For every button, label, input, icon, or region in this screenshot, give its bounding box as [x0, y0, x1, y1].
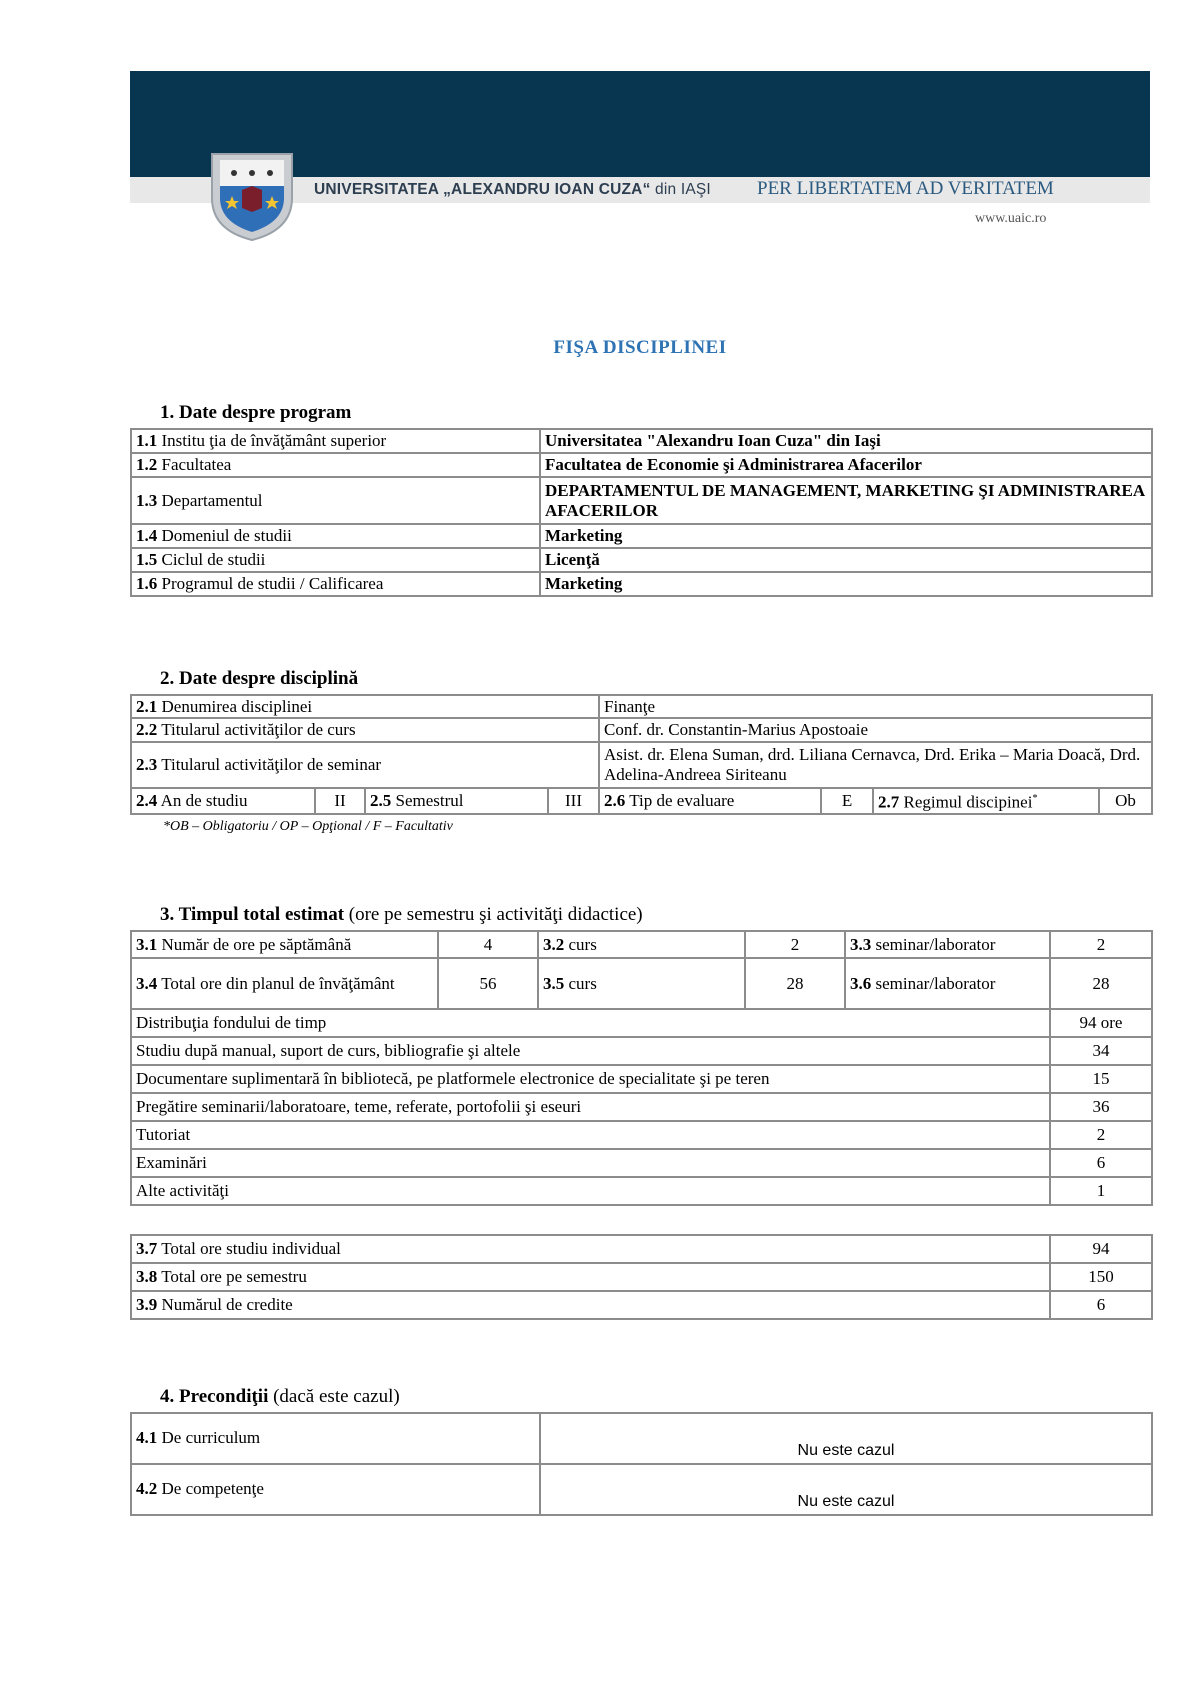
- seminar-value: 28: [1050, 958, 1152, 1009]
- year-label: [131, 788, 315, 814]
- row-label-text: seminar/laborator: [875, 973, 996, 993]
- table-row: [131, 1177, 1152, 1205]
- row-value: DEPARTAMENTUL DE MANAGEMENT, MARKETING ŞI ADMINISTRAREA AFACERILOR: [540, 477, 1152, 524]
- table-row: [131, 1009, 1152, 1037]
- table-row: [131, 429, 1152, 453]
- section-1-heading-text: 1. Date despre program: [160, 402, 352, 423]
- row-value: Nu este cazul: [540, 1464, 1152, 1515]
- row-number: 1.4: [136, 526, 158, 545]
- row-label-text: An de studiu: [160, 790, 248, 810]
- row-label: [131, 429, 540, 453]
- distribution-label: Studiu după manual, suport de curs, bibliografie şi altele: [131, 1037, 1050, 1065]
- section-3-heading-text: 3. Timpul total estimat: [160, 904, 345, 925]
- row-label-text: Titularul activităţilor de seminar: [161, 755, 382, 774]
- row-label-text: Tip de evaluare: [629, 790, 735, 810]
- distribution-value: 94 ore: [1050, 1009, 1152, 1037]
- motto: PER LIBERTATEM AD VERITATEM: [757, 178, 1054, 199]
- university-name: [314, 181, 711, 199]
- year-value: II: [315, 788, 365, 814]
- row-number: 3.7: [136, 1239, 158, 1258]
- regime-value: Ob: [1099, 788, 1152, 814]
- row-number: 4.2: [136, 1479, 158, 1498]
- row-value: Asist. dr. Elena Suman, drd. Liliana Cernavca, Drd. Erika – Maria Doacă, Drd. Adelina-Andreea Siriteanu: [599, 742, 1152, 788]
- table-row: [131, 788, 1152, 814]
- table-row: [131, 1413, 1152, 1464]
- row-number: 2.3: [136, 755, 158, 774]
- row-value: Nu este cazul: [540, 1413, 1152, 1464]
- row-value: Licenţă: [540, 548, 1152, 572]
- table-row: [131, 718, 1152, 742]
- table-row: [131, 524, 1152, 548]
- row-label: [131, 1263, 1050, 1291]
- website-link[interactable]: www.uaic.ro: [975, 211, 1047, 226]
- table-row: [131, 1037, 1152, 1065]
- table-row: [131, 1263, 1152, 1291]
- total-plan-value: 56: [438, 958, 538, 1009]
- semester-label: [365, 788, 548, 814]
- row-label-text: Regimul discipinei: [903, 792, 1033, 812]
- row-label: [131, 718, 599, 742]
- row-label-text: curs: [568, 934, 597, 954]
- row-label: [131, 572, 540, 596]
- section-2-heading: [160, 668, 358, 690]
- row-label-text: curs: [568, 973, 597, 993]
- row-label-text: Numărul de credite: [161, 1295, 293, 1314]
- distribution-value: 36: [1050, 1093, 1152, 1121]
- distribution-value: 15: [1050, 1065, 1152, 1093]
- table-row: [131, 1464, 1152, 1515]
- footnote-mark: *: [1032, 793, 1038, 804]
- regime-label: [873, 788, 1099, 814]
- row-label-text: De curriculum: [161, 1428, 261, 1447]
- row-number: 1.3: [136, 490, 158, 510]
- row-label-text: Departamentul: [161, 490, 263, 510]
- row-number: 3.4: [136, 973, 158, 993]
- row-value: Marketing: [540, 524, 1152, 548]
- table-row: [131, 1149, 1152, 1177]
- table-row: [131, 1235, 1152, 1263]
- table-row: [131, 931, 1152, 958]
- row-value: Conf. dr. Constantin-Marius Apostoaie: [599, 718, 1152, 742]
- table-row: [131, 695, 1152, 718]
- distribution-label: Examinări: [131, 1149, 1050, 1177]
- row-label-text: Facultatea: [161, 455, 232, 474]
- row-number: 3.1: [136, 934, 158, 954]
- seminar-label: [845, 958, 1050, 1009]
- table-row: [131, 958, 1152, 1009]
- distribution-value: 2: [1050, 1121, 1152, 1149]
- row-value: 150: [1050, 1263, 1152, 1291]
- seminar-label: [845, 931, 1050, 958]
- evaluation-value: E: [821, 788, 873, 814]
- distribution-value: 1: [1050, 1177, 1152, 1205]
- table-row: [131, 742, 1152, 788]
- row-value: Finanţe: [599, 695, 1152, 718]
- evaluation-label: [599, 788, 821, 814]
- row-number: 1.6: [136, 574, 158, 593]
- row-number: 2.4: [136, 790, 158, 810]
- distribution-label: Distribuţia fondului de timp: [131, 1009, 1050, 1037]
- course-value: 28: [745, 958, 845, 1009]
- row-label: [131, 1291, 1050, 1319]
- row-label-text: Număr de ore pe săptămână: [161, 934, 352, 954]
- row-label-text: De competenţe: [161, 1479, 264, 1498]
- row-label-text: Total ore din planul de învăţământ: [161, 973, 395, 993]
- row-number: 1.1: [136, 431, 158, 450]
- university-name-text: UNIVERSITATEA „ALEXANDRU IOAN CUZA“: [314, 181, 651, 198]
- row-label-text: Denumirea disciplinei: [161, 696, 313, 716]
- page-title: FIŞA DISCIPLINEI: [553, 337, 727, 358]
- program-table: [130, 428, 1153, 597]
- row-label-text: Semestrul: [395, 790, 464, 810]
- hours-week-label: [131, 931, 438, 958]
- row-value: Facultatea de Economie şi Administrarea Afacerilor: [540, 453, 1152, 477]
- row-number: 1.5: [136, 550, 158, 569]
- row-label: [131, 695, 599, 718]
- row-label-text: Ciclul de studii: [161, 550, 266, 569]
- totals-table: [130, 1234, 1153, 1320]
- row-label-text: Titularul activităţilor de curs: [161, 720, 356, 739]
- preconditions-table: [130, 1412, 1153, 1516]
- row-number: 3.5: [543, 973, 565, 993]
- total-plan-label: [131, 958, 438, 1009]
- table-row: [131, 1291, 1152, 1319]
- row-number: 2.7: [878, 792, 900, 812]
- distribution-label: Documentare suplimentară în bibliotecă, pe platformele electronice de specialitate şi pe teren: [131, 1065, 1050, 1093]
- row-value: 6: [1050, 1291, 1152, 1319]
- course-value: 2: [745, 931, 845, 958]
- section-2-heading-text: 2. Date despre disciplină: [160, 668, 359, 689]
- row-value: Marketing: [540, 572, 1152, 596]
- section-1-heading: [160, 402, 351, 424]
- row-label: [131, 1464, 540, 1515]
- row-number: 2.2: [136, 720, 158, 739]
- row-number: 3.9: [136, 1295, 158, 1314]
- university-crest-icon: [208, 150, 296, 242]
- row-label-text: Institu ţia de învăţământ superior: [161, 431, 387, 450]
- section-4-heading-text: 4. Precondiţii: [160, 1386, 269, 1407]
- row-label: [131, 453, 540, 477]
- table-row: [131, 548, 1152, 572]
- table-row: [131, 1093, 1152, 1121]
- row-label: [131, 1413, 540, 1464]
- row-label-text: seminar/laborator: [875, 934, 996, 954]
- row-label: [131, 477, 540, 524]
- row-label-text: Programul de studii / Calificarea: [161, 574, 384, 593]
- row-value: Universitatea "Alexandru Ioan Cuza" din Iaşi: [540, 429, 1152, 453]
- row-number: 2.5: [370, 790, 392, 810]
- row-label: [131, 1235, 1050, 1263]
- row-label-text: Domeniul de studii: [161, 526, 292, 545]
- row-number: 2.6: [604, 790, 626, 810]
- university-name-suffix: din IAŞI: [655, 181, 711, 198]
- footnote: *OB – Obligatoriu / OP – Opţional / F – Facultativ: [163, 819, 453, 834]
- time-table: [130, 930, 1153, 1206]
- semester-value: III: [548, 788, 599, 814]
- table-row: [131, 453, 1152, 477]
- row-number: 3.3: [850, 934, 872, 954]
- row-label: [131, 524, 540, 548]
- distribution-label: Alte activităţi: [131, 1177, 1050, 1205]
- table-row: [131, 572, 1152, 596]
- row-label: [131, 548, 540, 572]
- row-value: 94: [1050, 1235, 1152, 1263]
- distribution-label: Tutoriat: [131, 1121, 1050, 1149]
- table-row: [131, 1121, 1152, 1149]
- table-row: [131, 477, 1152, 524]
- course-label: [538, 958, 745, 1009]
- row-label-text: Total ore pe semestru: [161, 1267, 307, 1286]
- section-4-heading-suffix: (dacă este cazul): [273, 1386, 400, 1407]
- course-label: [538, 931, 745, 958]
- row-number: 3.6: [850, 973, 872, 993]
- row-number: 3.2: [543, 934, 565, 954]
- row-number: 2.1: [136, 696, 158, 716]
- row-label-text: Total ore studiu individual: [161, 1239, 341, 1258]
- row-number: 1.2: [136, 455, 158, 474]
- row-number: 3.8: [136, 1267, 158, 1286]
- row-number: 4.1: [136, 1428, 158, 1447]
- section-4-heading: [160, 1386, 400, 1408]
- discipline-table: [130, 694, 1153, 815]
- section-3-heading-suffix: (ore pe semestru şi activităţi didactice): [348, 904, 643, 925]
- distribution-value: 6: [1050, 1149, 1152, 1177]
- row-label: [131, 742, 599, 788]
- distribution-value: 34: [1050, 1037, 1152, 1065]
- seminar-value: 2: [1050, 931, 1152, 958]
- table-row: [131, 1065, 1152, 1093]
- section-3-heading: [160, 904, 643, 926]
- distribution-label: Pregătire seminarii/laboratoare, teme, referate, portofolii şi eseuri: [131, 1093, 1050, 1121]
- hours-week-value: 4: [438, 931, 538, 958]
